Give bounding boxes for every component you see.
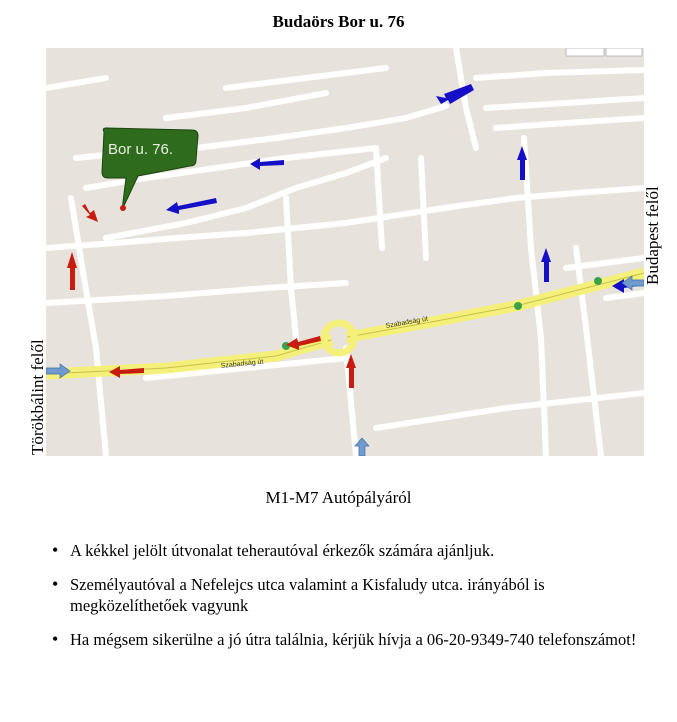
map-background: [46, 48, 644, 456]
list-item: • Személyautóval a Nefelejcs utca valamint a Kisfaludy utca. irányából is megközelíthetőek vagyunk: [52, 574, 652, 616]
red-arrow: [349, 366, 354, 388]
satellite-button[interactable]: [606, 48, 642, 56]
list-item: • A kékkel jelölt útvonalat teherautóval érkezők számára ajánljuk.: [52, 540, 652, 561]
label-west-origin: Törökbálint felől: [28, 339, 47, 455]
list-item: • Ha mégsem sikerülne a jó útra találnia, kérjük hívja a 06-20-9349-740 telefonszámot!: [52, 629, 652, 650]
marker-pin: [120, 205, 126, 211]
roundabout-island: [331, 330, 347, 346]
label-east-origin: Budapest felől: [643, 186, 662, 285]
marker-label: Bor u. 76.: [108, 141, 174, 158]
map-type-button[interactable]: [566, 48, 604, 56]
blue-arrow: [544, 260, 549, 282]
page-title: Budaörs Bor u. 76: [272, 12, 405, 31]
label-south-origin: M1-M7 Autópályáról: [265, 488, 412, 507]
road-label-main: Szabadság út: [220, 358, 264, 370]
red-arrow: [70, 266, 75, 290]
notes-list: [52, 540, 652, 663]
road-label-main-east: Szabadság út: [385, 315, 429, 330]
road-number-badge: [514, 302, 522, 310]
blue-arrow: [520, 158, 525, 180]
map-controls[interactable]: [566, 48, 642, 56]
road-number-badge: [594, 277, 602, 285]
route-map[interactable]: [46, 48, 644, 456]
